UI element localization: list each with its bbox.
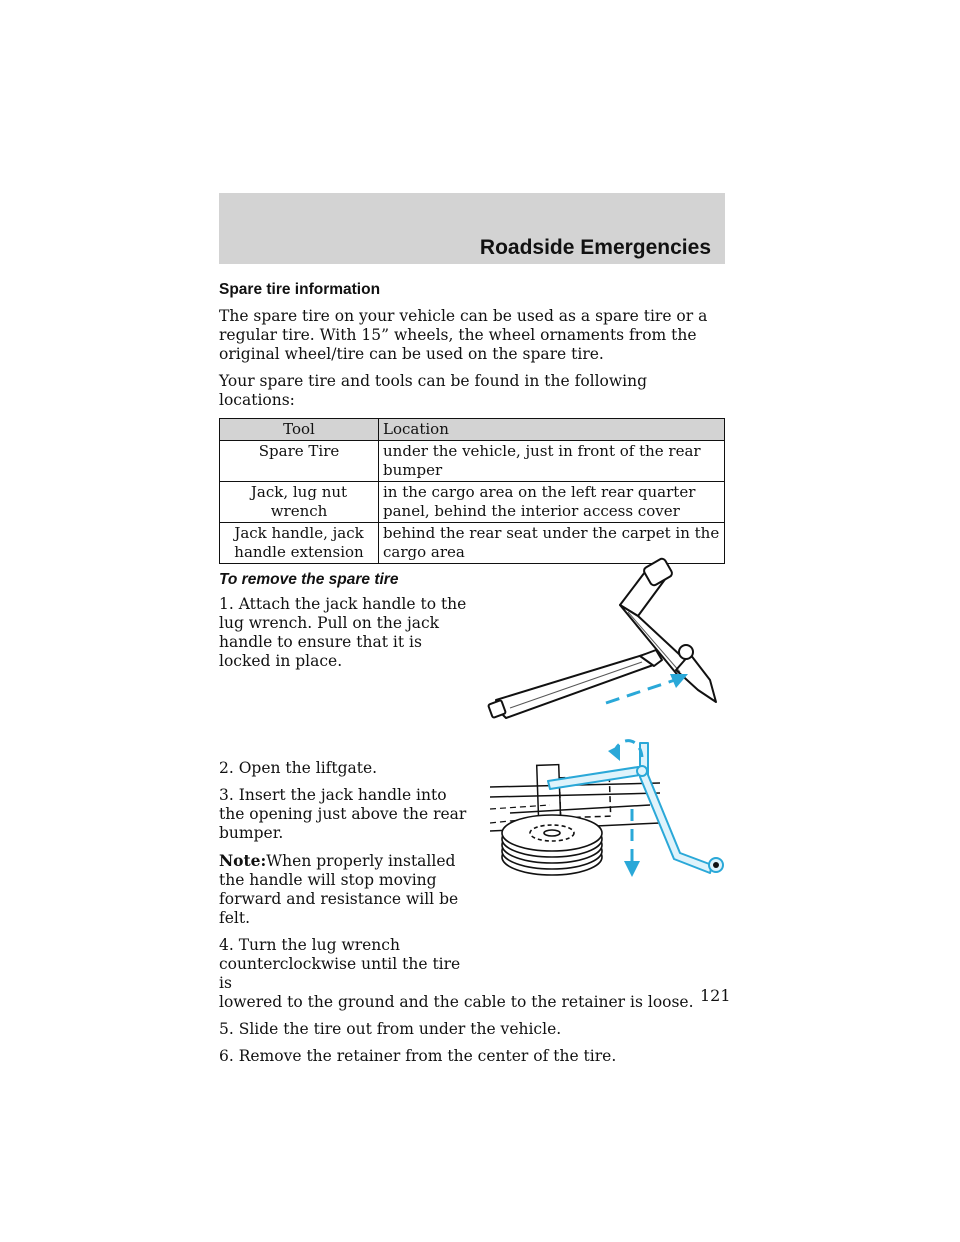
spare-tire-removal-illustration (490, 735, 730, 890)
step-3: 3. Insert the jack handle into the opening just above the rear bumper. (219, 786, 467, 842)
spare-info-heading: Spare tire information (219, 281, 381, 298)
spare-info-paragraph-1: The spare tire on your vehicle can be used as a spare tire or a regular tire. With 15” wheels, the wheel ornaments from the original wheel/tire can be used on the spare tire. (219, 307, 708, 363)
tool-cell: Jack handle, jack handle extension (220, 523, 379, 564)
location-cell: under the vehicle, just in front of the rear bumper (379, 441, 725, 482)
note (219, 851, 469, 928)
step-1: 1. Attach the jack handle to the lug wrench. Pull on the jack handle to ensure that it is locked in place. (219, 595, 467, 670)
step-4-part-1: 4. Turn the lug wrench counterclockwise until the tire is (219, 936, 461, 992)
step-5: 5. Slide the tire out from under the vehicle. (219, 1020, 562, 1038)
header-band (219, 193, 725, 264)
column-header-tool: Tool (220, 419, 379, 441)
tool-cell: Spare Tire (220, 441, 379, 482)
socket-detail (713, 862, 719, 868)
note-text: When properly installed the handle will stop moving forward and resistance will be felt. (219, 852, 459, 927)
note-label: Note: (219, 851, 267, 870)
table-row (220, 482, 725, 523)
step-4 (219, 936, 725, 1012)
page-number: 121 (700, 986, 731, 1005)
jack-handle-lug-wrench-illustration (470, 550, 730, 725)
step-6: 6. Remove the retainer from the center of the tire. (219, 1047, 617, 1065)
table-header-row (220, 419, 725, 441)
tool-cell: Jack, lug nut wrench (220, 482, 379, 523)
step-4-part-2: lowered to the ground and the cable to the retainer is loose. (219, 993, 694, 1011)
column-header-location: Location (379, 419, 725, 441)
table-row (220, 441, 725, 482)
tools-table (219, 418, 725, 564)
section-title: Roadside Emergencies (479, 236, 711, 259)
location-cell: behind the rear seat under the carpet in the cargo area (379, 523, 725, 564)
location-cell: in the cargo area on the left rear quarter panel, behind the interior access cover (379, 482, 725, 523)
spare-info-paragraph-2: Your spare tire and tools can be found in the following locations: (219, 372, 648, 409)
step-2: 2. Open the liftgate. (219, 759, 378, 777)
removal-heading: To remove the spare tire (219, 571, 399, 588)
